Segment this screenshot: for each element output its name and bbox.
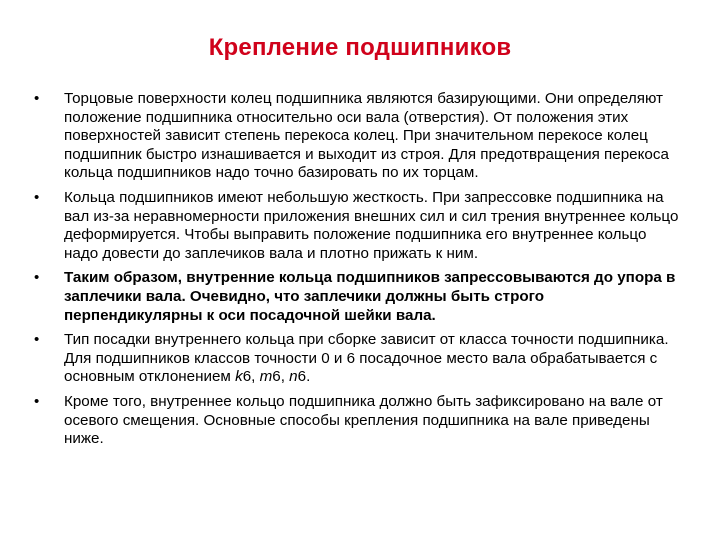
bullet-marker: •: [34, 90, 40, 107]
fit-number: 6: [242, 368, 252, 386]
bullet-item: [34, 393, 684, 449]
bullet-text-main: Тип посадки внутреннего кольца при сборке зависит от класса точности подшипника. Для подшипников классов точности 0 и 6 посадочное место вала обрабатывается с основным отклонением: [64, 331, 669, 386]
bullet-item: [34, 331, 684, 387]
fit-letter-k: k: [235, 368, 243, 386]
bullet-text: [64, 331, 669, 385]
bullet-text: Таким образом, внутренние кольца подшипников запрессовываются до упора в заплечики вала. Очевидно, что заплечики должны быть строго перпендикулярны к оси посадочной шейки вала.: [64, 269, 676, 324]
fit-number: 6: [272, 368, 281, 386]
bullet-item: [34, 90, 684, 183]
bullet-text: Торцовые поверхности колец подшипника являются базирующими. Они определяют положение подшипника относительно оси вала (отверстия). От положения этих поверхностей зависит степень перекоса колец. При значительном перекосе колец подшипник быстро изнашивается и выходит из строя. Для предотвращения перекоса кольца подшипников надо точно базировать по их торцам.: [64, 90, 669, 182]
bullet-marker: •: [34, 188, 40, 206]
slide-title: Крепление подшипников: [208, 34, 512, 61]
fit-letter-n: n: [289, 368, 298, 386]
bullet-item: [34, 189, 684, 263]
bullet-list: [34, 90, 684, 455]
bullet-text: Кольца подшипников имеют небольшую жесткость. При запрессовке подшипника на вал из-за неравномерности приложения внешних сил и сил трения внутреннее кольцо деформируется. Чтобы выправить положение подшипника его внутреннее кольцо надо довести до заплечиков вала и плотно прижать к ним.: [64, 188, 679, 262]
fit-letter-m: m: [259, 368, 273, 386]
sentence-end: .: [306, 368, 311, 386]
bullet-marker: •: [34, 269, 40, 287]
bullet-marker: •: [34, 392, 40, 410]
bullet-text: Кроме того, внутреннее кольцо подшипника должно быть зафиксировано на вале от осевого смещения. Основные способы крепления подшипника на вале приведены ниже.: [64, 392, 663, 448]
fit-separator: ,: [280, 368, 290, 386]
fit-separator: ,: [251, 368, 260, 386]
fit-number: 6: [297, 368, 307, 386]
bullet-marker: •: [34, 331, 40, 349]
bullet-item-emphasis: [34, 269, 684, 325]
